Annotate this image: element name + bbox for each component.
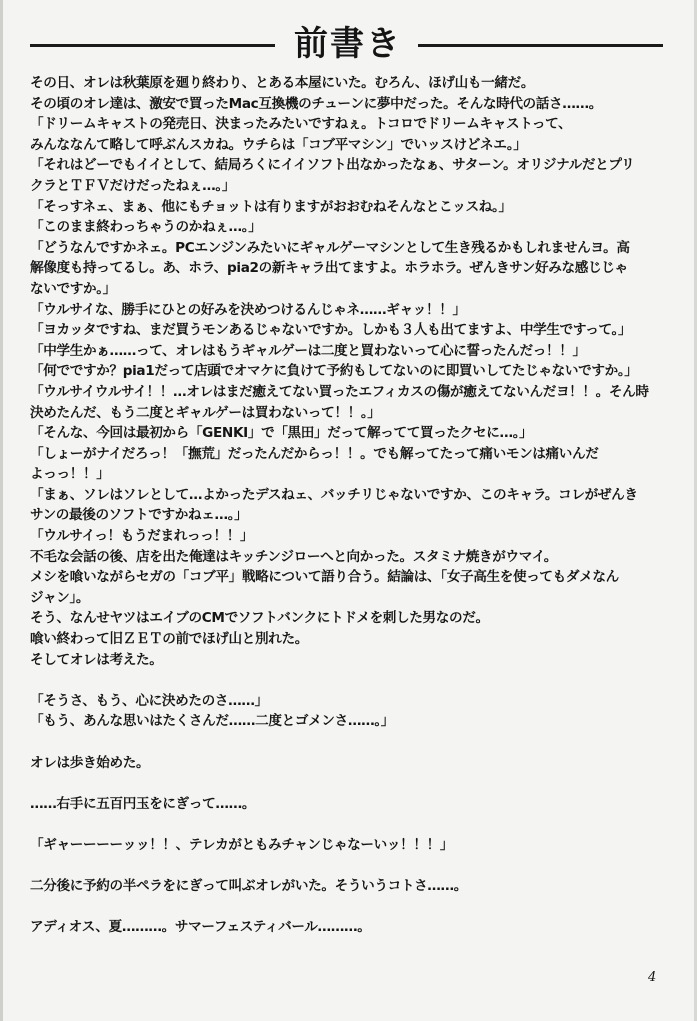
text-line: 二分後に予約の半ペラをにぎって叫ぶオレがいた。そういうコトさ……。 [30,878,468,895]
text-line: そう、なんせヤツはエイブのCMでソフトバンクにトドメを刺した男なのだ。 [30,610,489,627]
text-line: 不毛な会話の後、店を出た俺達はキッチンジローへと向かった。スタミナ焼きがウマイ。 [30,548,557,565]
header-rule-right [418,44,663,47]
text-line: クラとＴＦＶだけだったねぇ…。」 [30,177,236,194]
paragraph-gap [30,670,670,691]
text-line: ないですか。」 [30,280,116,297]
text-line: 「もう、あんな思いはたくさんだ……二度とゴメンさ……。」 [30,713,395,730]
text-line: アディオス、夏………。サマーフェスティバール………。 [30,919,371,936]
text-line: ……右手に五百円玉をにぎって……。 [30,795,256,812]
text-line: 喰い終わって旧ＺＥＴの前でほげ山と別れた。 [30,631,308,648]
text-line: 「ウルサイウルサイ！！…オレはまだ癒えてない買ったエフィカスの傷が癒えてないんだヨ！！。そん時 [30,383,649,400]
text-line: よっっ！！」 [30,466,110,483]
text-line: サンの最後のソフトですかねェ…。」 [30,507,248,524]
text-line: みんななんて略して呼ぶんスカね。ウチらは「コブ平マシン」でいッスけどネエ。」 [30,136,527,153]
page-number: 4 [648,970,657,985]
text-line: 「それはどーでもイイとして、結局ろくにイイソフト出なかったなぁ、サターン。オリジナルだとプリ [30,157,635,174]
text-line: ジャン」。 [30,589,90,606]
text-line: そしてオレは考えた。 [30,651,163,668]
text-line: 「このまま終わっちゃうのかねぇ…。」 [30,219,262,236]
text-line: 「ウルサイな、勝手にひとの好みを決めつけるんじゃネ……ギャッ！！」 [30,301,466,318]
text-line: 「どうなんですかネェ。PCエンジンみたいにギャルゲーマシンとして生き残るかもしれませんヨ。高 [30,239,630,256]
paragraph-gap [30,856,670,877]
paragraph-gap [30,897,670,918]
page-edge-left [0,0,3,1021]
page-header [0,20,697,68]
text-line: 「ヨカッタですね、まだ買うモンあるじゃないですか。しかも３人も出てますよ、中学生ですって。」 [30,322,632,339]
text-line: 「しょーがナイだろっ！「撫荒」だったんだからっ！！。でも解ってたって痛いモンは痛いんだ [30,445,599,462]
text-line: 「何でですか？pia1だって店頭でオマケに負けて予約もしてないのに即買いしてたじゃないですか。」 [30,363,638,380]
text-line: 「そんな、今回は最初から「GENKI」で「黒田」だって解ってて買ったクセに…。」 [30,425,533,442]
text-line: オレは歩き始めた。 [30,754,150,771]
text-line: 「中学生かぁ……って、オレはもうギャルゲーは二度と買わないって心に誓ったんだっ！！」 [30,342,586,359]
page-title: 前書き [294,24,402,64]
paragraph-gap [30,814,670,835]
body-text [30,73,670,938]
text-line: 「まぁ、ソレはソレとして…よかったデスねェ、バッチリじゃないですか、このキャラ。コレがぜんき [30,486,638,503]
paragraph-gap [30,732,670,753]
text-line: その日、オレは秋葉原を廻り終わり、とある本屋にいた。むろん、ほげ山も一緒だ。 [30,75,535,91]
paragraph-gap [30,773,670,794]
text-line: 解像度も持ってるし。あ、ホラ、pia2の新キャラ出てますよ。ホラホラ。ぜんきサン好みな感じじゃ [30,260,628,277]
text-line: 「ウルサイっ！もうだまれっっ！！」 [30,528,254,545]
text-line: その頃のオレ達は、激安で買ったMac互換機のチューンに夢中だった。そんな時代の話さ……。 [30,95,603,112]
header-rule-left [30,44,275,47]
text-line: 決めたんだ、もう二度とギャルゲーは買わないって！！。」 [30,404,381,421]
text-line: 「ドリームキャストの発売日、決まったみたいですねぇ。トコロでドリームキャストって、 [30,116,572,133]
text-line: 「そうさ、もう、心に決めたのさ……」 [30,692,268,709]
text-line: メシを喰いながらセガの「コブ平」戦略について語り合う。結論は、「女子高生を使ってもダメなん [30,569,619,586]
text-line: 「そっすネェ、まぁ、他にもチョットは有りますがおおむねそんなとこッスね。」 [30,198,512,215]
text-line: 「ギャーーーーッッ！！、テレカがともみチャンじゃなーいッ！！！」 [30,836,454,853]
